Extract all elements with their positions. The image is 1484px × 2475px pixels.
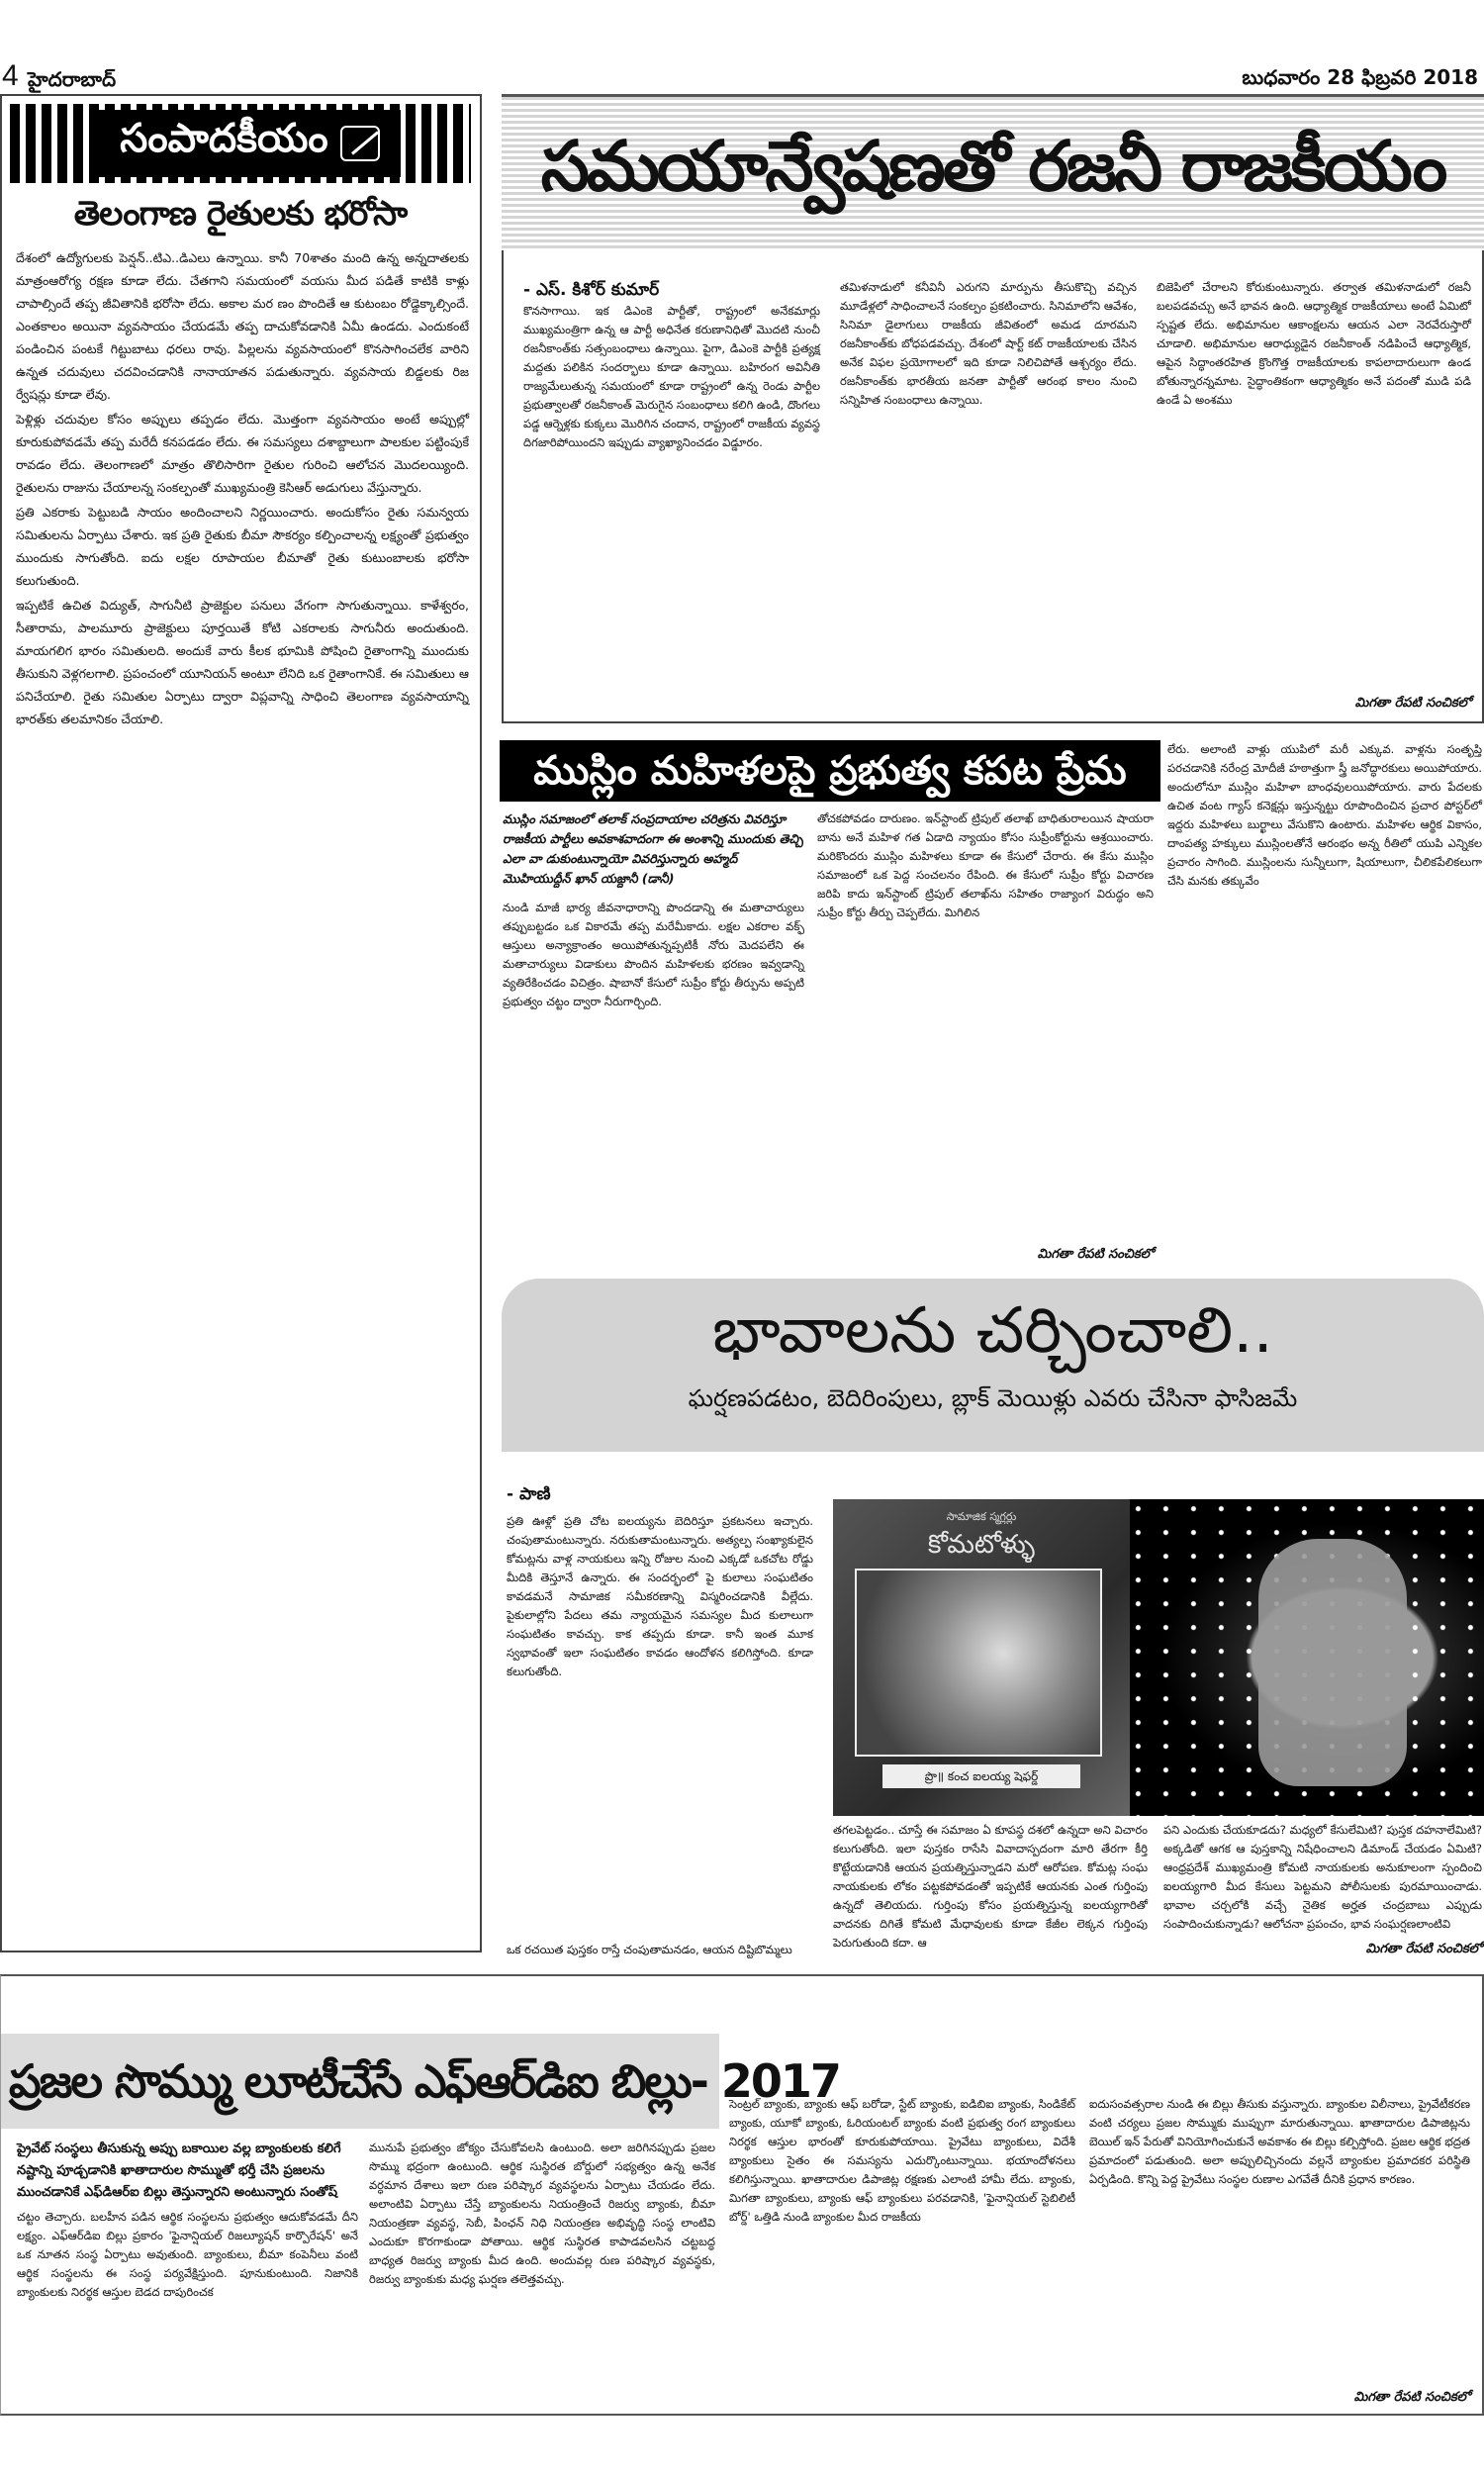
bhavalanu-headline: భావాలను చర్చించాలి.. bbox=[712, 1294, 1273, 1368]
muslim-article-headline: ముస్లిం మహిళలపై ప్రభుత్వ కపట ప్రేమ bbox=[500, 740, 1160, 802]
editorial-paragraph: పెళ్లిళ్లు చదువుల కోసం అప్పులు తప్పడం లేదు. మొత్తంగా వ్యవసాయం అంటే అప్పుల్లో కూరుకుపోవడమే తప్ప మరేదీ కనపడడం లేదు. ఈ సమస్యలు దశాబ్దాలుగా పాలకుల పట్టింపుకే రావడం లేదు. తెలంగాణలో మాత్రం తొలిసారిగా రైతుల గురించి ఆలోచన మొదలయ్యింది. రైతులను రాజును చేయాలన్న సంకల్పంతో ముఖ్యమంత్రి కెసిఆర్ అడుగులు వేస్తున్నారు. bbox=[16, 412, 469, 495]
book-series-label: సామాజిక స్మగ్లర్లు bbox=[946, 1510, 1017, 1523]
bhavalanu-subheadline: ఘర్షణపడటం, బెదిరింపులు, బ్లాక్ మెయిళ్లు ఎవరు చేసినా ఫాసిజమే bbox=[688, 1384, 1298, 1412]
bhavalanu-column-2: తగలపెట్టడం.. చూస్తే ఈ సమాజం ఏ కూపస్థ దశలో ఉన్నదా అని విచారం కలుగుతోంది. ఇలా పుస్తకం రాసేసి వివాదాస్పదంగా మారి తేరగా కీర్తి కొట్టేయడానికి ఆయన ప్రయత్నిస్తున్నాడని మరో ఆరోపణ. కోమట్ల సంఘ నాయకులకు లోకం పట్టకపోవడంతో ఇప్పటికే ఆయనకు ఎంత గుర్తింపు ఉన్నదో తెలియదు. గుర్తింపు కోసం ప్రయత్నిస్తున్న ఐలయ్యగారితో వాదనకు దిగితే కోమటి మేధావులకు కూడా కేజీల లెక్కన గుర్తింపు పెరుగుతుంది కదా. ఆ bbox=[833, 1823, 1148, 1950]
bhavalanu-photos bbox=[833, 1499, 1484, 1816]
frdi-column-1: చట్టం తెచ్చారు. బలహీన పడిన ఆర్థిక సంస్థలను ప్రభుత్వం ఆదుకోవడమే దీని లక్ష్యం. ఎఫ్‌ఆర్‌డిఐ బిల్లు ప్రకారం 'ఫైనాన్షియల్ రిజల్యూషన్ కార్పొరేషన్' అనే ఒక నూతన సంస్థ ఏర్పాటు అవుతుంది. బ్యాంకులు, బీమా కంపెనీలు వంటి ఆర్థిక సంస్థలను ఈ సంస్థ పర్యవేక్షిస్తుంది. పూనుకుంటుంది. నిజానికి బ్యాంకులకు నిరర్థక ఆస్తుల బెడద దాపురించక bbox=[17, 2210, 358, 2299]
bhavalanu-byline: - పాణి bbox=[507, 1484, 551, 1504]
continued-tomorrow-note: మిగతా రేపటి సంచికలో bbox=[1353, 2390, 1470, 2405]
rajini-byline: - ఎస్. కిశోర్ కుమార్ bbox=[523, 280, 660, 300]
continued-tomorrow-note: మిగతా రేపటి సంచికలో bbox=[1037, 1247, 1154, 1262]
pen-writing-icon bbox=[340, 126, 380, 161]
book-title: కోమటోళ్ళు bbox=[927, 1530, 1036, 1560]
bhavalanu-column-3: పని ఎందుకు చేయకూడదు? మధ్యలో కేసులేమిటి? పుస్తక దహనాలేమిటి? అక్కడితో ఆగక ఆ పుస్తకాన్ని నిషేధించాలని డిమాండ్ చేయడం ఏమిటి?ఆంధ్రప్రదేశ్ ముఖ్యమంత్రి కోమటి నాయకులకు అనుకూలంగా స్పందించి ఐలయ్యగారి మీద కేసులు పెట్టమని పోలీసులకు పురమాయించాడు. భావాల చర్చలోకి వచ్చే నైతిక అర్హత చంద్రబాబు ఎప్పుడు సంపాదించుకున్నాడు? ఆలోచనా ప్రపంచం, భావ సంఘర్షణలాంటివి bbox=[1163, 1823, 1482, 1931]
frdi-headline-band bbox=[1, 2034, 840, 2129]
page-number: 4 bbox=[2, 59, 19, 92]
editorial-banner bbox=[10, 104, 471, 183]
editorial-body bbox=[16, 246, 469, 1939]
rajini-headline: సమయాన్వేషణతో రజనీ రాజకీయం bbox=[540, 125, 1445, 207]
editorial-section bbox=[0, 94, 482, 1952]
rajini-article bbox=[502, 250, 1484, 723]
book-cover-photo bbox=[855, 1569, 1102, 1757]
muslim-column-3: లేరు. అలాంటి వాళ్లు యుపిలో మరీ ఎక్కువ. వాళ్లను సంతృప్తి పరచడానికి నరేంద్ర మోదీజీ హఠాత్తుగా స్త్రీ జనోద్ధారకులు అయిపోయారు. అందులోనూ ముస్లిం మహిళా బాంధవులయిపోయారు. వారు పేదలకు ఉచిత వంట గ్యాస్ కనెక్షన్లు ఇస్తున్నట్టు రూపొందించిన ప్రచార పోస్టర్‌లో ఇద్దరు మహిళలు బుర్ఖాలు వేసుకొని ఉంటారు. మహిళల ఆర్థిక వికాసం, దాంపత్య హక్కులు ముస్లింలతోనే ఆరంభం అన్న రీతిలో యుపి ఎన్నికల ప్రచారం సాగింది. ముస్లింలను సున్నీలుగా, షియాలుగా, చీలికపేలికలుగా చేసి మనకు తక్కువేం bbox=[1167, 742, 1482, 888]
muslim-column-1: నుండి మాజీ భార్య జీవనాధారాన్ని పొందడాన్ని ఈ మతాచార్యులు తప్పుబట్టడం ఒక వికారమే తప్ప మరేమీకాదు. లక్షల ఎకరాల వక్ఫ్ ఆస్తులు అన్యాక్రాంతం అయిపోతున్నప్పటికీ నోరు మెదపలేని ఈ మతాచార్యులు విడాకులు పొందిన మహిళలకు భరణం ఇవ్వడాన్ని వ్యతిరేకించడం విచిత్రం. షాబానో కేసులో సుప్రీం కోర్టు తీర్పును అప్పటి ప్రభుత్వం చట్టం ద్వారా నీరుగార్చింది. bbox=[503, 901, 804, 1008]
bhavalanu-column-1-last-line: ఒక రచయిత పుస్తకం రాస్తే చంపుతామనడం, ఆయన దిష్టిబొమ్మలు bbox=[507, 1943, 792, 1956]
frdi-column-4: ఐదుసంవత్సరాల నుండి ఈ బిల్లు తీసుకు వస్తున్నారు. బ్యాంకుల విలీనాలు, ప్రైవేటీకరణ వంటి చర్యలు ప్రజల సొమ్ముకు ముప్పుగా మారుతున్నాయి. ఖాతాదారుల డిపాజిట్లను బెయిల్ ఇన్ పేరుతో వినియోగించుకునే అవకాశం ఈ బిల్లు కల్పిస్తోంది. ప్రజల ఆర్థిక భద్రత ప్రమాదంలో పడుతుంది. అలా అప్పులిచ్చినందు వల్లనే బ్యాంకుల ప్రమాదకర పరిస్థితి ఏర్పడింది. కొన్ని పెద్ద ప్రైవేటు సంస్థల రుణాల ఎగవేతే దీనికి ప్రధాన కారణం. bbox=[1089, 2097, 1470, 2186]
handprint-image bbox=[1130, 1499, 1484, 1816]
editorial-headline: తెలంగాణ రైతులకు భరోసా bbox=[73, 194, 408, 234]
rajini-column-3: బిజెపిలో చేరాలని కోరుకుంటున్నారు. తర్వాత తమిళనాడులో రజనీ బలపడవచ్చు అనే భావన ఉంది. ఆధ్యాత్మిక రాజకీయాలు అంటే ఏమిటో స్పష్టత లేదు. అభిమానుల ఆకాంక్షలను ఆయన ఎలా నెరవేరుస్తారో చూడాలి. అభిమానుల ఆరాధ్యుడైన రజనీకాంత్ నడిపించే ఆధ్యాత్మిక, ఆపైన సిద్ధాంతరహిత క్రొంగొత్త రాజకీయాలకు కాపలాదారులుగా ఉండ బోతున్నారన్నమాట. సైద్ధాంతికంగా ఆధ్యాత్మికం అనే పదంతో ముడి పడి ఉండే ఏ అంశము bbox=[1157, 280, 1471, 407]
bhavalanu-headline-panel bbox=[502, 1279, 1484, 1452]
rajini-column-2: తమిళనాడులో కనీవినీ ఎరుగని మార్పును తీసుకొచ్చి వచ్చిన మూడేళ్లలో సాధించాలనే సంకల్పం ప్రకటించారు. సినిమాలోని ఆవేశం, సినిమా డైలాగులు రాజకీయ జీవితంలో అమడ దూరమని రజనీకాంత్‌కు బోధపడవచ్చు. దేశంలో షార్ట్ కట్ రాజకీయాలకు చేసిన అనేక విఫల ప్రయోగాలలో ఇది కూడా నిలిచిపోతే ఆశ్చర్యం లేదు. రజనీకాంత్‌కు భారతీయ జనతా పార్టీతో ఆరంభ కాలం నుంచి సన్నిహిత సంబంధాలు ఉన్నాయి. bbox=[840, 280, 1137, 407]
edition-city: హైదరాబాద్ bbox=[28, 67, 117, 91]
book-author: ప్రొ॥ కంచ ఐలయ్య షెఫర్డ్ bbox=[882, 1764, 1080, 1788]
rajini-headline-band bbox=[502, 94, 1484, 250]
muslim-article-deck: ముస్లిం సమాజంలో తలాక్ సంప్రదాయాల చరిత్రను వివరిస్తూ రాజకీయ పార్టీలు అవకాశవాదంగా ఈ అంశాన్ని ముందుకు తెచ్చి ఎలా వా డుకుంటున్నాయో వివరిస్తున్నారు అహ్మద్ మొహియుద్దీన్ ఖాన్ యజ్దానీ (డానీ) bbox=[503, 811, 803, 886]
issue-date: బుధవారం 28 ఫిబ్రవరి 2018 bbox=[1242, 65, 1478, 89]
editorial-banner-label: సంపాదకీయం bbox=[120, 116, 328, 161]
editorial-paragraph: ప్రతి ఎకరాకు పెట్టుబడి సాయం అందించాలని నిర్ణయించారు. అందుకోసం రైతు సమన్వయ సమితులను ఏర్పాటు చేశారు. ఇక ప్రతి రైతుకు బీమా సౌకర్యం కల్పించాలన్న లక్ష్యంతో ప్రభుత్వం ముందుకు సాగుతోంది. ఐదు లక్షల రూపాయల బీమాతో రైతు కుటుంబాలకు భరోసా కలుగుతుంది. bbox=[16, 505, 469, 588]
frdi-column-3: సెంట్రల్ బ్యాంకు, బ్యాంకు ఆఫ్ బరోడా, స్టేట్ బ్యాంకు, ఐడిబిఐ బ్యాంకు, సిండికేట్ బ్యాంకు, యూకో బ్యాంకు, ఓరియంటల్ బ్యాంకు వంటి ప్రభుత్వ రంగ బ్యాంకులు నిరర్థక ఆస్తుల భారంతో కూరుకుపోయాయి. ప్రైవేటు బ్యాంకులు, విదేశీ బ్యాంకులు సైతం ఈ సమస్యను ఎదుర్కొంటున్నాయి. భయాందోళనలు కలిగిస్తున్నాయి. ఖాతాదారుల డిపాజిట్ల రక్షణకు ఎలాంటి హామీ లేదు. బ్యాంకు, మిగతా బ్యాంకులు, బ్యాంకు ఆఫ్ బ్యాంకులు పరవడానికి, 'ఫైనాన్షియల్ స్టెబిలిటీ బోర్డ్' ఒత్తిడి నుండి బ్యాంకుల మీద రాజకీయ bbox=[729, 2097, 1075, 2224]
muslim-column-2: తోచకపోవడం దారుణం. ఇన్‌స్టాంట్ ట్రిపుల్ తలాఖ్ బాధితురాలయిన షాయరా బాను అనే మహిళ గత ఏడాది న్యాయం కోసం సుప్రీంకోర్టును ఆశ్రయించారు. మరికొందరు ముస్లిం మహిళలు కూడా ఈ కేసులో చేరారు. ఈ కేసు ముస్లిం సమాజంలో ఒక పెద్ద సంచలనం రేపింది. ఈ కేసులో సుప్రీం కోర్టు విచారణ జరిపి కాదు ఇన్‌స్టాంట్ ట్రిపుల్ తలాఖ్‌ను సహితం రాజ్యాంగ విరుద్ధం అని సుప్రీం కోర్టు తీర్పు చెప్పలేదు. మిగిలిన bbox=[817, 811, 1154, 919]
continued-tomorrow-note: మిగతా రేపటి సంచికలో bbox=[1365, 1942, 1482, 1956]
frdi-column-2: మునుపే ప్రభుత్వం జోక్యం చేసుకోవలసి ఉంటుంది. అలా జరిగినప్పుడు ప్రజల సొమ్ము భద్రంగా ఉంటుంది. ఆర్థిక సుస్థిరత బోర్డులో సభ్యత్వం ఉన్న అనేక వర్ధమాన దేశాలు ఇలా రుణ పరిష్కార వ్యవస్థలను ఏర్పాటు చేయడం లేదు. అలాంటివి ఏర్పాటు చేస్తే బ్యాంకులను నియంత్రించే రిజర్వు బ్యాంకు, బీమా నియంత్రణా వ్యవస్థ, సెబీ, పింఛన్ నిధి నియంత్రణ అభివృద్ధి సంస్థ లాంటివి ఎందుకూ కొరగాకుండా పోతాయి. ఆర్థిక సుస్థిరత కాపాడవలసిన చట్టబద్ధ బాధ్యత రిజర్వు బ్యాంకు మీద ఉంది. అందువల్ల రుణ పరిష్కార వ్యవస్థకు, రిజర్వు బ్యాంకుకు మధ్య ఘర్షణ తలెత్తవచ్చు. bbox=[369, 2141, 715, 2286]
hand-shape bbox=[1258, 1539, 1407, 1786]
editorial-paragraph: ఇప్పటికే ఉచిత విద్యుత్, సాగునీటి ప్రాజెక్టుల పనులు వేగంగా సాగుతున్నాయి. కాళేశ్వరం, సీతారామ, పాలమూరు ప్రాజెక్టులు పూర్తయితే కోటి ఎకరాలకు సాగునీరు అందుతుంది. మాయగలిగ భారం సమితులది. అందుకే వారు కీలక భూమికి పోషించి రైతాంగాన్ని ముందుకు తీసుకుని వెళ్లగలగాలి. ప్రపంచంలో యూనియన్ అంటూ లేనిది ఒక రైతాంగానికే. ఈ సమితులు ఆ పనిచేయాలి. రైతు సమితుల ఏర్పాటు ద్వారా విప్లవాన్ని సాధించి తెలంగాణ వ్యవసాయాన్ని భారత్‌కు తలమానికం చేయాలి. bbox=[16, 598, 469, 726]
frdi-headline: ప్రజల సొమ్ము లూటీచేసే ఎఫ్‌ఆర్‌డిఐ బిల్లు- 2017 bbox=[9, 2054, 840, 2108]
frdi-deck: ప్రైవేట్ సంస్థలు తీసుకున్న అప్పు బకాయిల వల్ల బ్యాంకులకు కలిగే నష్టాన్ని పూడ్చడానికి ఖాతాదారుల సొమ్ముతో భర్తీ చేసి ప్రజలను ముంచడానికే ఎఫ్‌డిఆర్‌ఐ బిల్లు తెస్తున్నారని అంటున్నారు సంతోష్ bbox=[17, 2142, 341, 2200]
rajini-column-1: కొనసాగాయి. ఇక డిఎంకె పార్టీతో, రాష్ట్రంలో అనేకమార్లు ముఖ్యమంత్రిగా ఉన్న ఆ పార్టీ అధినేత కరుణానిధితో మొదటి నుంచీ రజనీకాంత్‌కు సత్సంబంధాలు ఉన్నాయి. పైగా, డిఎంకె పార్టీకి ప్రత్యక్ష మద్దతు పలికిన సందర్భాలు కూడా ఉన్నాయి. బహిరంగ అవినీతి రాజ్యమేలుతున్న సమయంలో కూడా రాష్ట్రంలో ఉన్న రెండు పార్టీల ప్రభుత్వాలతో రజనీకాంత్ మెరుగైన సంబంధాలు కలిగి ఉండి, దొంగలు పడ్డ ఆర్నెళ్లకు కుక్కలు మొరిగిన చందాన, రాష్ట్రంలో రాజకీయ వ్యవస్థ దిగజారిపోయిందని ఇప్పుడు వ్యాఖ్యానించడం విడ్డూరం. bbox=[523, 304, 820, 449]
bhavalanu-column-1: ప్రతి ఊళ్లో ప్రతి చోట ఐలయ్యను బెదిరిస్తూ ప్రకటనలు ఇచ్చారు. చంపుతామంటున్నారు. నరుకుతామంటున్నారు. అత్యల్ప సంఖ్యాకులైన కోమట్లను వాళ్ల నాయకులు ఇన్ని రోజుల నుంచి ఎక్కడో ఒకచోట రోడ్డు మీదికి తెస్తూనే ఉన్నారు. ఈ సందర్భంలో పై కులాలు సంఘటితం కావడమనే సామాజిక సమీకరణాన్ని విస్మరించడానికి వీల్లేదు. పైకులాల్లోని పేదలు తమ న్యాయమైన సమస్యల మీద కులాలుగా సంఘటితం కావచ్చు. కాక తప్పదు కూడా. కానీ ఇంత మూక స్వభావంతో ఇలా సంఘటితం కావడం ఆందోళన కలిగిస్తోంది. కూడా కలుగుతోంది. bbox=[507, 1514, 813, 1678]
editorial-paragraph: దేశంలో ఉద్యోగులకు పెన్షన్..టిఎ..డిఎలు ఉన్నాయి. కానీ 70శాతం మంది ఉన్న అన్నదాతలకు మాత్రంఆరోగ్య రక్షణ కూడా లేదు. చేతగాని సమయంలో వయసు మీద పడితే కాటికి కాళ్లు చాపాల్సిందే తప్ప జీవితానికి భరోసా లేదు. అకాల మర ణం పొందితే ఆ కుటంబం రోడ్డెక్కాల్సిందే. ఎంతకాలం అయినా వ్యవసాయం చేయడమే తప్ప దాచుకోవడానికి ఏమీ ఉండదు. ఎందుకంటే పండించిన పంటకే గిట్టుబాటు ధరలు రావు. పిల్లలను వ్యవసాయంలో కొనసాగించలేక వారిని ఉన్నత చదువులు చదవించడానికి నానాయాతన పడుతున్నారు. వ్యవసాయ బిడ్డలకు రిజ ర్వేషన్లు కూడా లేవు. bbox=[16, 250, 469, 402]
continued-tomorrow-note: మిగతా రేపటి సంచికలో bbox=[1354, 696, 1471, 711]
book-cover-image bbox=[833, 1499, 1130, 1816]
frdi-article bbox=[0, 1974, 1484, 2416]
